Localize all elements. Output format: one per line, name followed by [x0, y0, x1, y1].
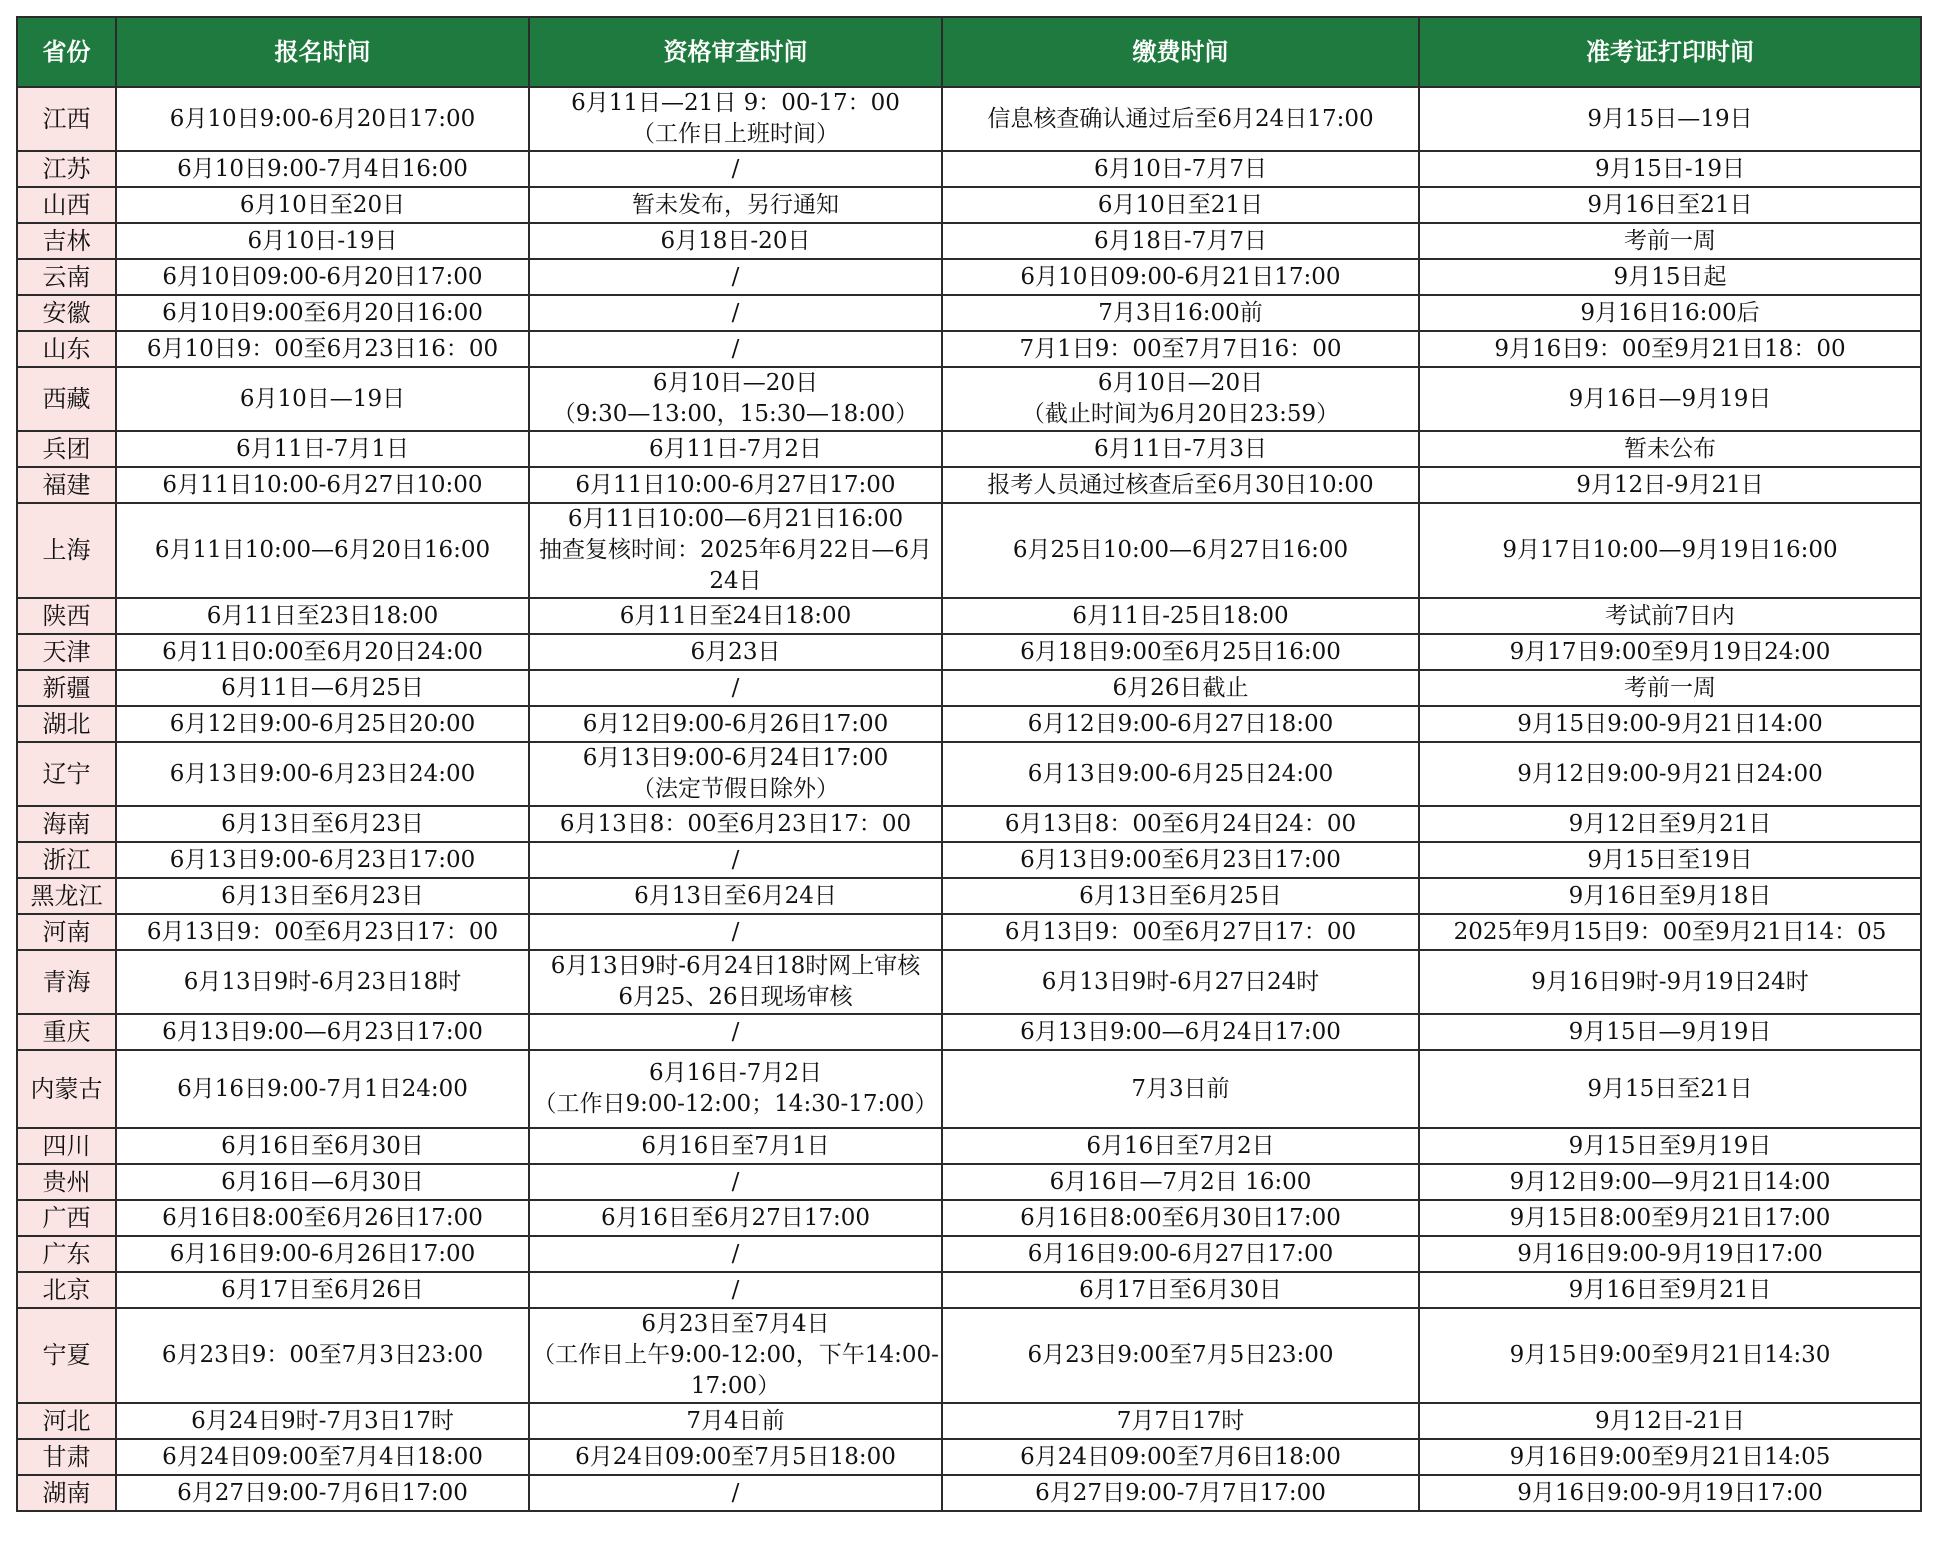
qualification-review-cell: 6月24日09:00至7月5日18:00 — [529, 1439, 942, 1475]
payment-time-cell: 6月13日9:00-6月25日24:00 — [942, 742, 1419, 806]
payment-time-cell: 6月16日—7月2日 16:00 — [942, 1164, 1419, 1200]
admission-ticket-cell: 9月15日-19日 — [1419, 151, 1921, 187]
registration-time-cell: 6月23日9：00至7月3日23:00 — [116, 1308, 529, 1403]
admission-ticket-cell: 9月16日9:00至9月21日14:05 — [1419, 1439, 1921, 1475]
province-cell: 天津 — [17, 634, 116, 670]
payment-time-cell: 6月23日9:00至7月5日23:00 — [942, 1308, 1419, 1403]
admission-ticket-cell: 9月12日9:00-9月21日24:00 — [1419, 742, 1921, 806]
registration-time-cell: 6月10日9:00至6月20日16:00 — [116, 295, 529, 331]
admission-ticket-cell: 考前一周 — [1419, 670, 1921, 706]
registration-time-cell: 6月13日9:00—6月23日17:00 — [116, 1014, 529, 1050]
registration-time-cell: 6月13日9：00至6月23日17：00 — [116, 914, 529, 950]
table-row — [17, 1403, 1921, 1439]
payment-time-cell: 6月16日至7月2日 — [942, 1128, 1419, 1164]
qualification-review-cell: 6月12日9:00-6月26日17:00 — [529, 706, 942, 742]
province-cell: 广西 — [17, 1200, 116, 1236]
admission-ticket-cell: 9月15日至9月19日 — [1419, 1128, 1921, 1164]
admission-ticket-cell: 9月15日9:00-9月21日14:00 — [1419, 706, 1921, 742]
admission-ticket-cell: 2025年9月15日9：00至9月21日14：05 — [1419, 914, 1921, 950]
registration-time-cell: 6月13日至6月23日 — [116, 878, 529, 914]
qualification-review-cell: 6月16日至6月27日17:00 — [529, 1200, 942, 1236]
payment-time-cell: 7月3日16:00前 — [942, 295, 1419, 331]
qualification-review-cell: 6月13日至6月24日 — [529, 878, 942, 914]
registration-time-cell: 6月10日9:00-7月4日16:00 — [116, 151, 529, 187]
admission-ticket-cell: 9月16日9时-9月19日24时 — [1419, 950, 1921, 1014]
qualification-review-cell: 6月23日至7月4日 （工作日上午9:00-12:00，下午14:00-17:00） — [529, 1308, 942, 1403]
payment-time-cell: 6月11日-25日18:00 — [942, 598, 1419, 634]
registration-time-cell: 6月11日10:00-6月27日10:00 — [116, 467, 529, 503]
qualification-review-cell: 6月13日8：00至6月23日17：00 — [529, 806, 942, 842]
table-row — [17, 1050, 1921, 1128]
qualification-review-cell: 6月11日—21日 9：00-17：00 （工作日上班时间） — [529, 87, 942, 151]
province-cell: 福建 — [17, 467, 116, 503]
admission-ticket-cell: 暂未公布 — [1419, 431, 1921, 467]
province-cell: 重庆 — [17, 1014, 116, 1050]
province-cell: 河南 — [17, 914, 116, 950]
admission-ticket-cell: 9月16日至21日 — [1419, 187, 1921, 223]
table-row — [17, 1014, 1921, 1050]
registration-time-cell: 6月10日—19日 — [116, 367, 529, 431]
payment-time-cell: 6月10日-7月7日 — [942, 151, 1419, 187]
registration-time-cell: 6月11日至23日18:00 — [116, 598, 529, 634]
table-row — [17, 331, 1921, 367]
admission-ticket-cell: 9月15日至19日 — [1419, 842, 1921, 878]
province-cell: 青海 — [17, 950, 116, 1014]
admission-ticket-cell: 9月16日9:00-9月19日17:00 — [1419, 1475, 1921, 1511]
payment-time-cell: 7月7日17时 — [942, 1403, 1419, 1439]
exam-schedule-table — [16, 16, 1922, 1512]
qualification-review-cell: 6月18日-20日 — [529, 223, 942, 259]
admission-ticket-cell: 9月15日—9月19日 — [1419, 1014, 1921, 1050]
payment-time-cell: 6月24日09:00至7月6日18:00 — [942, 1439, 1419, 1475]
payment-time-cell: 6月11日-7月3日 — [942, 431, 1419, 467]
admission-ticket-cell: 9月12日-21日 — [1419, 1403, 1921, 1439]
province-cell: 浙江 — [17, 842, 116, 878]
qualification-review-cell: / — [529, 914, 942, 950]
table-row — [17, 1272, 1921, 1308]
qualification-review-cell: 暂未发布，另行通知 — [529, 187, 942, 223]
table-row — [17, 467, 1921, 503]
header-qualification-review-time: 资格审查时间 — [529, 17, 942, 87]
qualification-review-cell: / — [529, 331, 942, 367]
admission-ticket-cell: 9月15日起 — [1419, 259, 1921, 295]
registration-time-cell: 6月16日9:00-6月26日17:00 — [116, 1236, 529, 1272]
registration-time-cell: 6月10日09:00-6月20日17:00 — [116, 259, 529, 295]
admission-ticket-cell: 9月16日至9月21日 — [1419, 1272, 1921, 1308]
province-cell: 山西 — [17, 187, 116, 223]
qualification-review-cell: 6月11日至24日18:00 — [529, 598, 942, 634]
admission-ticket-cell: 9月16日9:00-9月19日17:00 — [1419, 1236, 1921, 1272]
qualification-review-cell: / — [529, 670, 942, 706]
registration-time-cell: 6月11日0:00至6月20日24:00 — [116, 634, 529, 670]
admission-ticket-cell: 9月12日9:00—9月21日14:00 — [1419, 1164, 1921, 1200]
admission-ticket-cell: 9月16日—9月19日 — [1419, 367, 1921, 431]
registration-time-cell: 6月16日至6月30日 — [116, 1128, 529, 1164]
province-cell: 宁夏 — [17, 1308, 116, 1403]
payment-time-cell: 6月12日9:00-6月27日18:00 — [942, 706, 1419, 742]
header-payment-time: 缴费时间 — [942, 17, 1419, 87]
province-cell: 西藏 — [17, 367, 116, 431]
registration-time-cell: 6月11日10:00—6月20日16:00 — [116, 503, 529, 598]
payment-time-cell: 7月1日9：00至7月7日16：00 — [942, 331, 1419, 367]
registration-time-cell: 6月11日-7月1日 — [116, 431, 529, 467]
registration-time-cell: 6月13日9时-6月23日18时 — [116, 950, 529, 1014]
admission-ticket-cell: 9月15日8:00至9月21日17:00 — [1419, 1200, 1921, 1236]
qualification-review-cell: 6月11日10:00—6月21日16:00 抽查复核时间：2025年6月22日—6月24日 — [529, 503, 942, 598]
payment-time-cell: 6月27日9:00-7月7日17:00 — [942, 1475, 1419, 1511]
province-cell: 北京 — [17, 1272, 116, 1308]
payment-time-cell: 6月18日9:00至6月25日16:00 — [942, 634, 1419, 670]
province-cell: 甘肃 — [17, 1439, 116, 1475]
registration-time-cell: 6月13日至6月23日 — [116, 806, 529, 842]
qualification-review-cell: 6月11日10:00-6月27日17:00 — [529, 467, 942, 503]
payment-time-cell: 6月10日—20日 （截止时间为6月20日23:59） — [942, 367, 1419, 431]
admission-ticket-cell: 9月16日16:00后 — [1419, 295, 1921, 331]
table-row — [17, 806, 1921, 842]
payment-time-cell: 7月3日前 — [942, 1050, 1419, 1128]
admission-ticket-cell: 考试前7日内 — [1419, 598, 1921, 634]
province-cell: 兵团 — [17, 431, 116, 467]
province-cell: 安徽 — [17, 295, 116, 331]
table-row — [17, 1128, 1921, 1164]
payment-time-cell: 6月26日截止 — [942, 670, 1419, 706]
table-row — [17, 259, 1921, 295]
payment-time-cell: 6月16日8:00至6月30日17:00 — [942, 1200, 1419, 1236]
province-cell: 黑龙江 — [17, 878, 116, 914]
province-cell: 上海 — [17, 503, 116, 598]
payment-time-cell: 6月10日至21日 — [942, 187, 1419, 223]
province-cell: 陕西 — [17, 598, 116, 634]
table-body — [17, 87, 1921, 1511]
admission-ticket-cell: 9月15日至21日 — [1419, 1050, 1921, 1128]
province-cell: 湖北 — [17, 706, 116, 742]
registration-time-cell: 6月24日09:00至7月4日18:00 — [116, 1439, 529, 1475]
registration-time-cell: 6月24日9时-7月3日17时 — [116, 1403, 529, 1439]
payment-time-cell: 6月13日8：00至6月24日24：00 — [942, 806, 1419, 842]
admission-ticket-cell: 9月17日9:00至9月19日24:00 — [1419, 634, 1921, 670]
registration-time-cell: 6月16日9:00-7月1日24:00 — [116, 1050, 529, 1128]
admission-ticket-cell: 9月12日至9月21日 — [1419, 806, 1921, 842]
province-cell: 四川 — [17, 1128, 116, 1164]
qualification-review-cell: / — [529, 1014, 942, 1050]
province-cell: 内蒙古 — [17, 1050, 116, 1128]
payment-time-cell: 6月13日9：00至6月27日17：00 — [942, 914, 1419, 950]
province-cell: 湖南 — [17, 1475, 116, 1511]
header-province: 省份 — [17, 17, 116, 87]
payment-time-cell: 6月16日9:00-6月27日17:00 — [942, 1236, 1419, 1272]
admission-ticket-cell: 考前一周 — [1419, 223, 1921, 259]
payment-time-cell: 6月13日9:00—6月24日17:00 — [942, 1014, 1419, 1050]
province-cell: 云南 — [17, 259, 116, 295]
province-cell: 贵州 — [17, 1164, 116, 1200]
registration-time-cell: 6月13日9:00-6月23日24:00 — [116, 742, 529, 806]
qualification-review-cell: 6月16日至7月1日 — [529, 1128, 942, 1164]
table-row — [17, 503, 1921, 598]
province-cell: 河北 — [17, 1403, 116, 1439]
payment-time-cell: 6月13日9时-6月27日24时 — [942, 950, 1419, 1014]
table-row — [17, 878, 1921, 914]
registration-time-cell: 6月12日9:00-6月25日20:00 — [116, 706, 529, 742]
table-row — [17, 431, 1921, 467]
qualification-review-cell: 6月23日 — [529, 634, 942, 670]
header-admission-ticket-print-time: 准考证打印时间 — [1419, 17, 1921, 87]
table-row — [17, 1475, 1921, 1511]
header-registration-time: 报名时间 — [116, 17, 529, 87]
registration-time-cell: 6月10日至20日 — [116, 187, 529, 223]
table-row — [17, 670, 1921, 706]
table-row — [17, 1439, 1921, 1475]
payment-time-cell: 信息核查确认通过后至6月24日17:00 — [942, 87, 1419, 151]
table-row — [17, 950, 1921, 1014]
table-row — [17, 914, 1921, 950]
payment-time-cell: 6月17日至6月30日 — [942, 1272, 1419, 1308]
table-row — [17, 1308, 1921, 1403]
qualification-review-cell: / — [529, 842, 942, 878]
registration-time-cell: 6月16日8:00至6月26日17:00 — [116, 1200, 529, 1236]
province-cell: 辽宁 — [17, 742, 116, 806]
header-row — [17, 17, 1921, 87]
table-row — [17, 295, 1921, 331]
qualification-review-cell: / — [529, 1236, 942, 1272]
qualification-review-cell: / — [529, 151, 942, 187]
admission-ticket-cell: 9月15日—19日 — [1419, 87, 1921, 151]
admission-ticket-cell: 9月12日-9月21日 — [1419, 467, 1921, 503]
qualification-review-cell: 6月11日-7月2日 — [529, 431, 942, 467]
registration-time-cell: 6月16日—6月30日 — [116, 1164, 529, 1200]
qualification-review-cell: / — [529, 1272, 942, 1308]
registration-time-cell: 6月10日9:00-6月20日17:00 — [116, 87, 529, 151]
payment-time-cell: 报考人员通过核查后至6月30日10:00 — [942, 467, 1419, 503]
province-cell: 广东 — [17, 1236, 116, 1272]
registration-time-cell: 6月10日-19日 — [116, 223, 529, 259]
table-row — [17, 367, 1921, 431]
table-row — [17, 842, 1921, 878]
table-row — [17, 1236, 1921, 1272]
table-row — [17, 151, 1921, 187]
table-row — [17, 223, 1921, 259]
qualification-review-cell: 6月16日-7月2日 （工作日9:00-12:00；14:30-17:00） — [529, 1050, 942, 1128]
province-cell: 江西 — [17, 87, 116, 151]
province-cell: 新疆 — [17, 670, 116, 706]
table-row — [17, 706, 1921, 742]
province-cell: 吉林 — [17, 223, 116, 259]
registration-time-cell: 6月11日—6月25日 — [116, 670, 529, 706]
table-row — [17, 598, 1921, 634]
qualification-review-cell: / — [529, 259, 942, 295]
admission-ticket-cell: 9月17日10:00—9月19日16:00 — [1419, 503, 1921, 598]
registration-time-cell: 6月17日至6月26日 — [116, 1272, 529, 1308]
province-cell: 江苏 — [17, 151, 116, 187]
registration-time-cell: 6月10日9：00至6月23日16：00 — [116, 331, 529, 367]
payment-time-cell: 6月13日9:00至6月23日17:00 — [942, 842, 1419, 878]
qualification-review-cell: / — [529, 1164, 942, 1200]
payment-time-cell: 6月25日10:00—6月27日16:00 — [942, 503, 1419, 598]
table-row — [17, 187, 1921, 223]
table-row — [17, 87, 1921, 151]
qualification-review-cell: 6月13日9时-6月24日18时网上审核 6月25、26日现场审核 — [529, 950, 942, 1014]
table-row — [17, 1164, 1921, 1200]
admission-ticket-cell: 9月16日9：00至9月21日18：00 — [1419, 331, 1921, 367]
payment-time-cell: 6月10日09:00-6月21日17:00 — [942, 259, 1419, 295]
table-row — [17, 1200, 1921, 1236]
table-row — [17, 742, 1921, 806]
table-row — [17, 634, 1921, 670]
payment-time-cell: 6月18日-7月7日 — [942, 223, 1419, 259]
registration-time-cell: 6月27日9:00-7月6日17:00 — [116, 1475, 529, 1511]
qualification-review-cell: / — [529, 1475, 942, 1511]
qualification-review-cell: / — [529, 295, 942, 331]
admission-ticket-cell: 9月16日至9月18日 — [1419, 878, 1921, 914]
province-cell: 山东 — [17, 331, 116, 367]
payment-time-cell: 6月13日至6月25日 — [942, 878, 1419, 914]
qualification-review-cell: 7月4日前 — [529, 1403, 942, 1439]
qualification-review-cell: 6月13日9:00-6月24日17:00 （法定节假日除外） — [529, 742, 942, 806]
qualification-review-cell: 6月10日—20日 （9:30—13:00，15:30—18:00） — [529, 367, 942, 431]
province-cell: 海南 — [17, 806, 116, 842]
admission-ticket-cell: 9月15日9:00至9月21日14:30 — [1419, 1308, 1921, 1403]
registration-time-cell: 6月13日9:00-6月23日17:00 — [116, 842, 529, 878]
